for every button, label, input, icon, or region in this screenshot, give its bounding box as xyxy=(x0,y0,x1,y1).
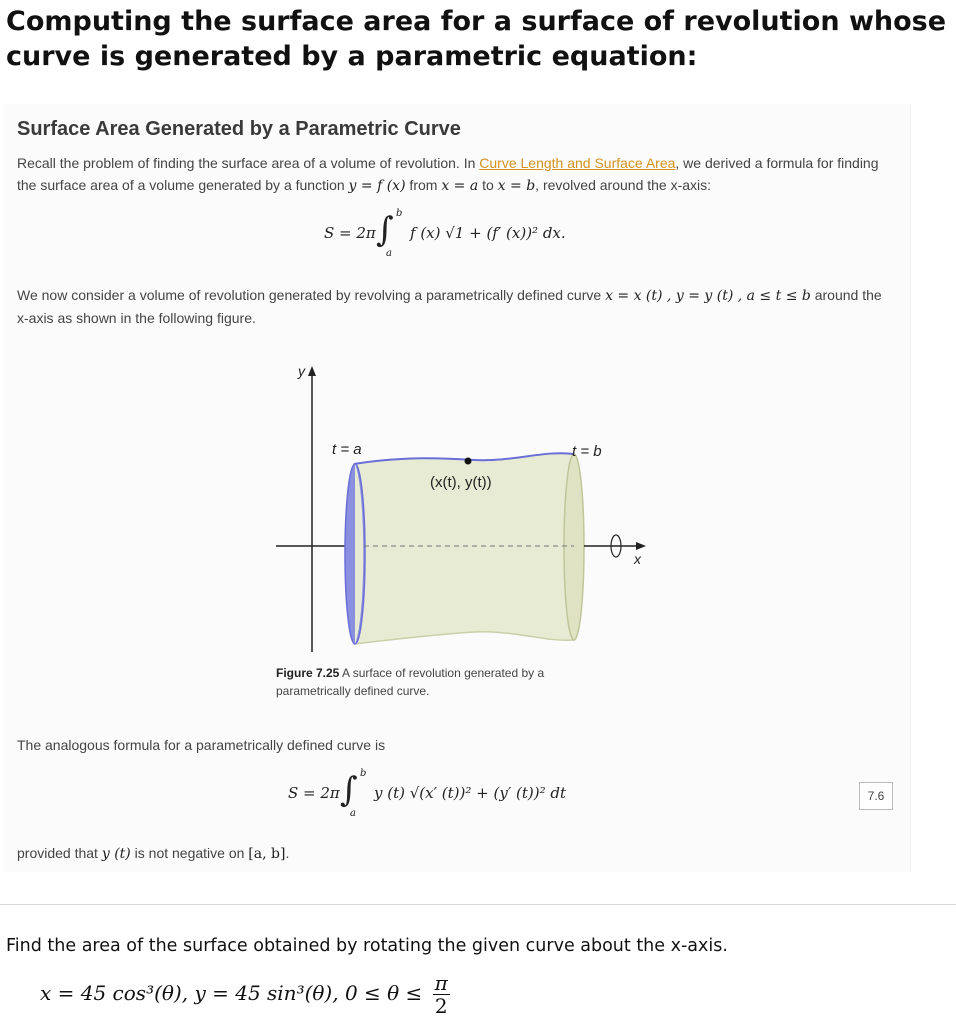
parametric-paragraph: We now consider a volume of revolution generated by revolving a parametrically defined curve x = x (t) , y = y (t) , a ≤ t ≤ b around the x-axis as shown in the following figure. xyxy=(17,287,882,326)
y-axis-arrow xyxy=(308,366,316,376)
page-title: Computing the surface area for a surface of revolution whose curve is generated by a parametric equation: xyxy=(6,6,947,72)
intro-paragraph: Recall the problem of finding the surface area of a volume of revolution. In Curve Length and Surface Area, we derived a formula for finding the surface area of a volume generated by a function y = f (x) from x = a to x = b, revolved around the x-axis: xyxy=(17,155,879,194)
integral-sign: ∫ xyxy=(376,210,394,250)
curve-point xyxy=(465,458,472,465)
label-t-equals-b: t = b xyxy=(572,443,602,460)
divider xyxy=(0,904,956,905)
figure-caption: Figure 7.25 A surface of revolution generated by a parametrically defined curve. xyxy=(276,666,545,698)
surface-area-formula-parametric: S = 2π ∫ b a y (t) √(x′ (t))² + (y′ (t))² dt xyxy=(288,768,566,819)
label-t-equals-a: t = a xyxy=(332,441,362,458)
right-end-cap xyxy=(564,454,584,640)
surface-of-revolution-figure xyxy=(274,362,674,662)
textbook-excerpt-card xyxy=(4,104,911,872)
point-label: (x(t), y(t)) xyxy=(430,474,492,491)
integral-sign: ∫ xyxy=(340,770,358,810)
x-axis-arrow xyxy=(636,542,646,550)
x-axis-label: x xyxy=(634,551,641,567)
surface-area-formula-function: S = 2π ∫ b a f (x) √1 + (f′ (x))² dx. xyxy=(324,208,566,259)
upper-bound-fraction: $\frac{\pi}{2}$ xyxy=(434,971,448,1018)
condition-paragraph: provided that y (t) is not negative on [a, b]. xyxy=(17,845,290,862)
equation-number: 7.6 xyxy=(859,782,893,810)
curve-length-link[interactable]: Curve Length and Surface Area xyxy=(479,155,676,171)
analogous-formula-intro: The analogous formula for a parametrically defined curve is xyxy=(17,737,386,753)
section-heading: Surface Area Generated by a Parametric Curve xyxy=(17,118,461,140)
y-axis-label: y xyxy=(298,363,305,379)
given-curve: x = 45 cos³(θ), y = 45 sin³(θ), 0 ≤ θ ≤ $\frac{\pi}{2}$ xyxy=(40,971,448,1018)
question-text: Find the area of the surface obtained by rotating the given curve about the x-axis. xyxy=(6,936,728,956)
